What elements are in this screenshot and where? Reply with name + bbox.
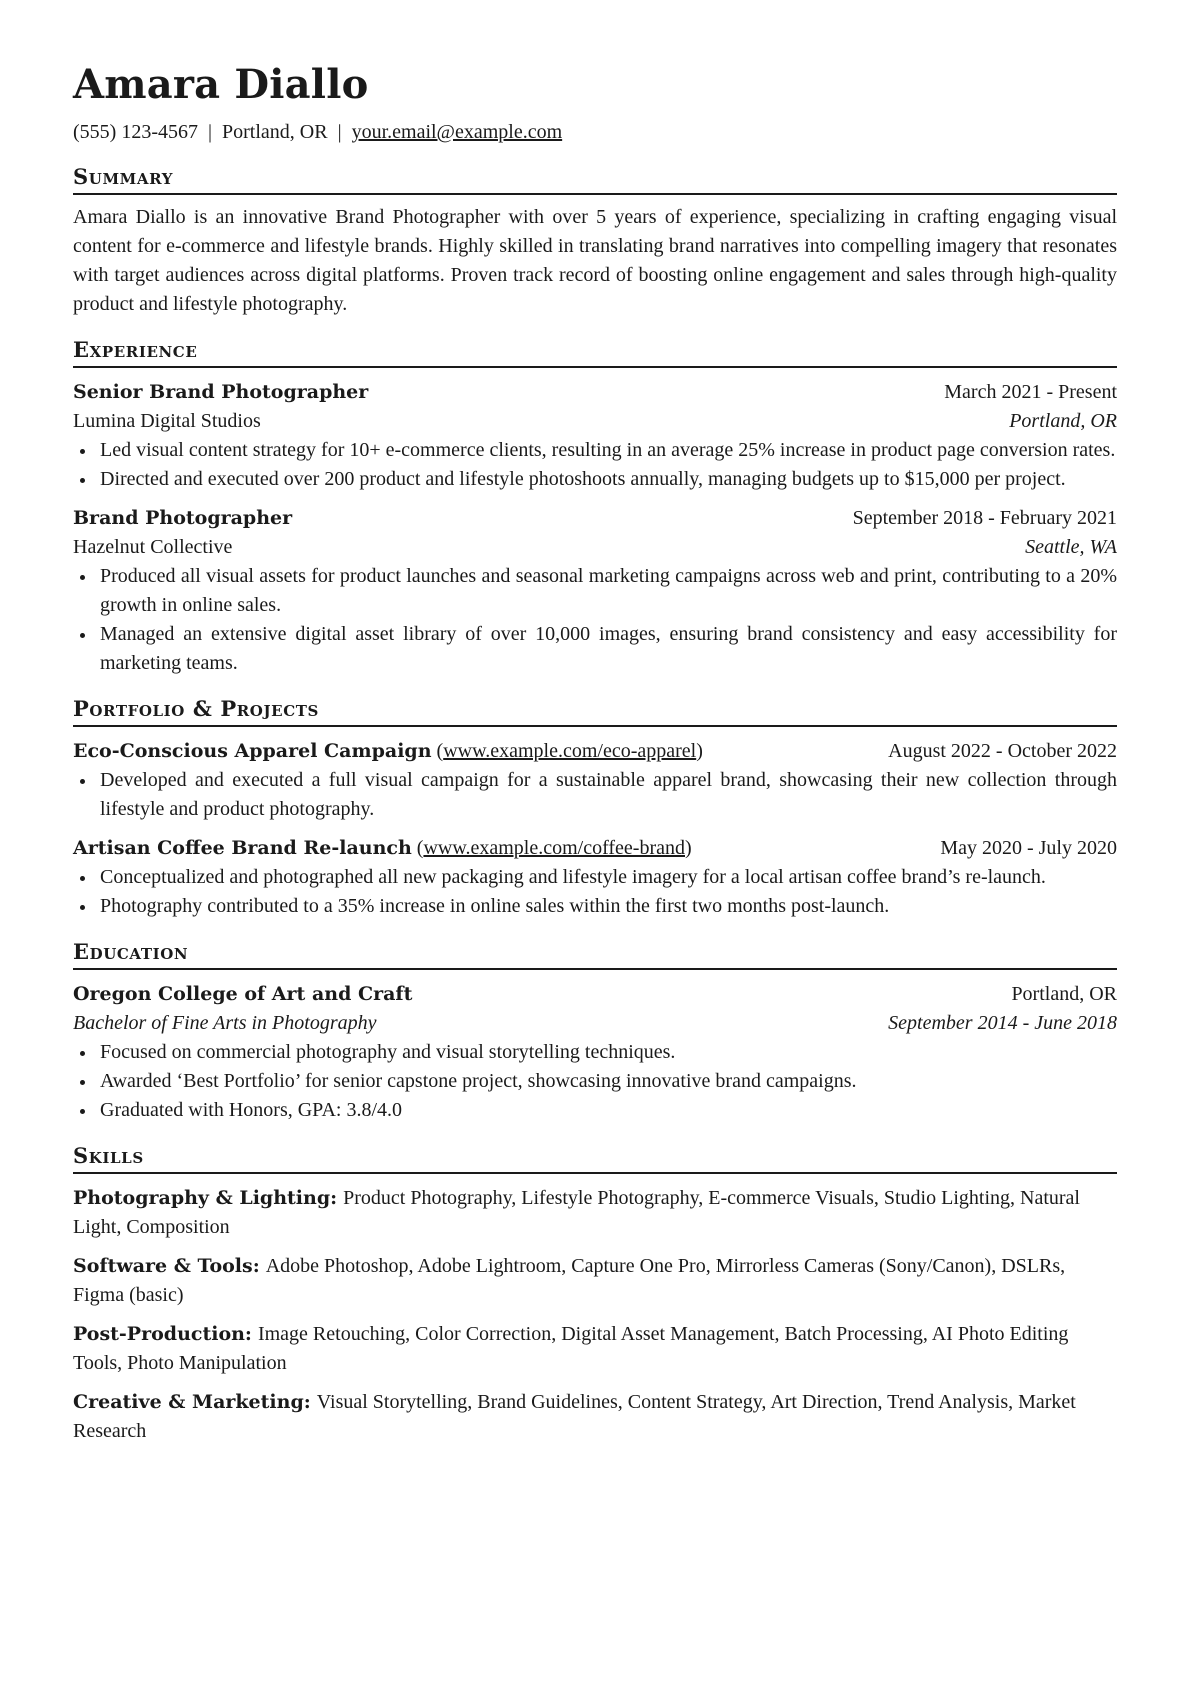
entry-subheader	[73, 533, 1117, 562]
skill-label: Photography & Lighting:	[73, 1187, 338, 1209]
job-location: Portland, OR	[1009, 410, 1117, 432]
project-heading	[73, 834, 692, 863]
project-link-wrapper: (www.example.com/eco-apparel)	[436, 740, 703, 762]
project-dates: August 2022 - October 2022	[888, 740, 1117, 762]
entry-subheader	[73, 1009, 1117, 1038]
project-entry	[73, 737, 1117, 824]
skill-group	[73, 1184, 1117, 1242]
contact-separator: |	[337, 121, 342, 143]
job-dates: September 2018 - February 2021	[852, 507, 1117, 529]
skill-list: Adobe Photoshop, Adobe Lightroom, Capture One Pro, Mirrorless Cameras (Sony/Canon), DSLRs, Figma (basic)	[73, 1255, 1066, 1306]
bullet-list	[73, 863, 1117, 921]
entry-header	[73, 980, 1117, 1009]
project-link[interactable]: www.example.com/coffee-brand	[423, 837, 685, 859]
experience-entry	[73, 504, 1117, 678]
education-entry	[73, 980, 1117, 1125]
bullet-list	[73, 562, 1117, 678]
project-heading	[73, 737, 703, 766]
entry-header	[73, 834, 1117, 863]
project-name: Artisan Coffee Brand Re-launch	[73, 837, 412, 859]
location: Portland, OR	[222, 121, 328, 143]
bullet-item: Developed and executed a full visual campaign for a sustainable apparel brand, showcasing their new collection through lifestyle and product photography.	[73, 766, 1117, 824]
project-link-wrapper: (www.example.com/coffee-brand)	[416, 837, 692, 859]
company-name: Hazelnut Collective	[73, 536, 233, 558]
job-title: Brand Photographer	[73, 507, 293, 529]
bullet-list	[73, 766, 1117, 824]
summary-text: Amara Diallo is an innovative Brand Photographer with over 5 years of experience, specializing in crafting engaging visual content for e-commerce and lifestyle brands. Highly skilled in translating brand narratives into compelling imagery that resonates with target audiences across digital platforms. Proven track record of boosting online engagement and sales through high-quality product and lifestyle photography.	[73, 206, 1117, 315]
section-title-summary: Summary	[73, 162, 1117, 195]
project-name: Eco-Conscious Apparel Campaign	[73, 740, 432, 762]
experience-entry	[73, 378, 1117, 494]
entry-subheader	[73, 407, 1117, 436]
bullet-item: Managed an extensive digital asset library of over 10,000 images, ensuring brand consistency and easy accessibility for marketing teams.	[73, 620, 1117, 678]
skill-label: Post-Production:	[73, 1323, 252, 1345]
bullet-item: Awarded ‘Best Portfolio’ for senior capstone project, showcasing innovative brand campaigns.	[73, 1067, 1117, 1096]
candidate-name: Amara Diallo	[73, 61, 369, 108]
email-link[interactable]: your.email@example.com	[351, 121, 563, 143]
entry-header	[73, 378, 1117, 407]
school-name: Oregon College of Art and Craft	[73, 983, 413, 1005]
phone: (555) 123-4567	[73, 121, 198, 143]
job-dates: March 2021 - Present	[944, 381, 1117, 403]
job-location: Seattle, WA	[1025, 536, 1117, 558]
school-location: Portland, OR	[1011, 983, 1117, 1005]
degree: Bachelor of Fine Arts in Photography	[73, 1012, 377, 1034]
section-title-experience: Experience	[73, 335, 1117, 368]
bullet-list	[73, 436, 1117, 494]
contact-line	[73, 118, 1117, 146]
section-title-education: Education	[73, 937, 1117, 970]
project-dates: May 2020 - July 2020	[940, 837, 1117, 859]
skill-list: Visual Storytelling, Brand Guidelines, Content Strategy, Art Direction, Trend Analysis, Market Research	[73, 1391, 1076, 1442]
skill-list: Product Photography, Lifestyle Photography, E-commerce Visuals, Studio Lighting, Natural Light, Composition	[73, 1187, 1080, 1238]
company-name: Lumina Digital Studios	[73, 410, 261, 432]
project-entry	[73, 834, 1117, 921]
skill-group	[73, 1320, 1117, 1378]
bullet-list	[73, 1038, 1117, 1125]
bullet-item: Conceptualized and photographed all new packaging and lifestyle imagery for a local artisan coffee brand’s re-launch.	[73, 863, 1117, 892]
skill-label: Software & Tools:	[73, 1255, 260, 1277]
bullet-item: Directed and executed over 200 product and lifestyle photoshoots annually, managing budgets up to $15,000 per project.	[73, 465, 1117, 494]
bullet-item: Focused on commercial photography and visual storytelling techniques.	[73, 1038, 1117, 1067]
education-dates: September 2014 - June 2018	[888, 1012, 1117, 1034]
project-link[interactable]: www.example.com/eco-apparel	[443, 740, 697, 762]
skill-group	[73, 1252, 1117, 1310]
section-title-projects: Portfolio & Projects	[73, 694, 1117, 727]
skill-label: Creative & Marketing:	[73, 1391, 311, 1413]
section-title-skills: Skills	[73, 1141, 1117, 1174]
contact-separator: |	[207, 121, 212, 143]
entry-header	[73, 737, 1117, 766]
bullet-item: Led visual content strategy for 10+ e-commerce clients, resulting in an average 25% increase in product page conversion rates.	[73, 436, 1117, 465]
job-title: Senior Brand Photographer	[73, 381, 369, 403]
skill-list: Image Retouching, Color Correction, Digital Asset Management, Batch Processing, AI Photo Editing Tools, Photo Manipulation	[73, 1323, 1069, 1374]
skill-group	[73, 1388, 1117, 1446]
entry-header	[73, 504, 1117, 533]
bullet-item: Produced all visual assets for product launches and seasonal marketing campaigns across web and print, contributing to a 20% growth in online sales.	[73, 562, 1117, 620]
bullet-item: Graduated with Honors, GPA: 3.8/4.0	[73, 1096, 1117, 1125]
bullet-item: Photography contributed to a 35% increase in online sales within the first two months post-launch.	[73, 892, 1117, 921]
